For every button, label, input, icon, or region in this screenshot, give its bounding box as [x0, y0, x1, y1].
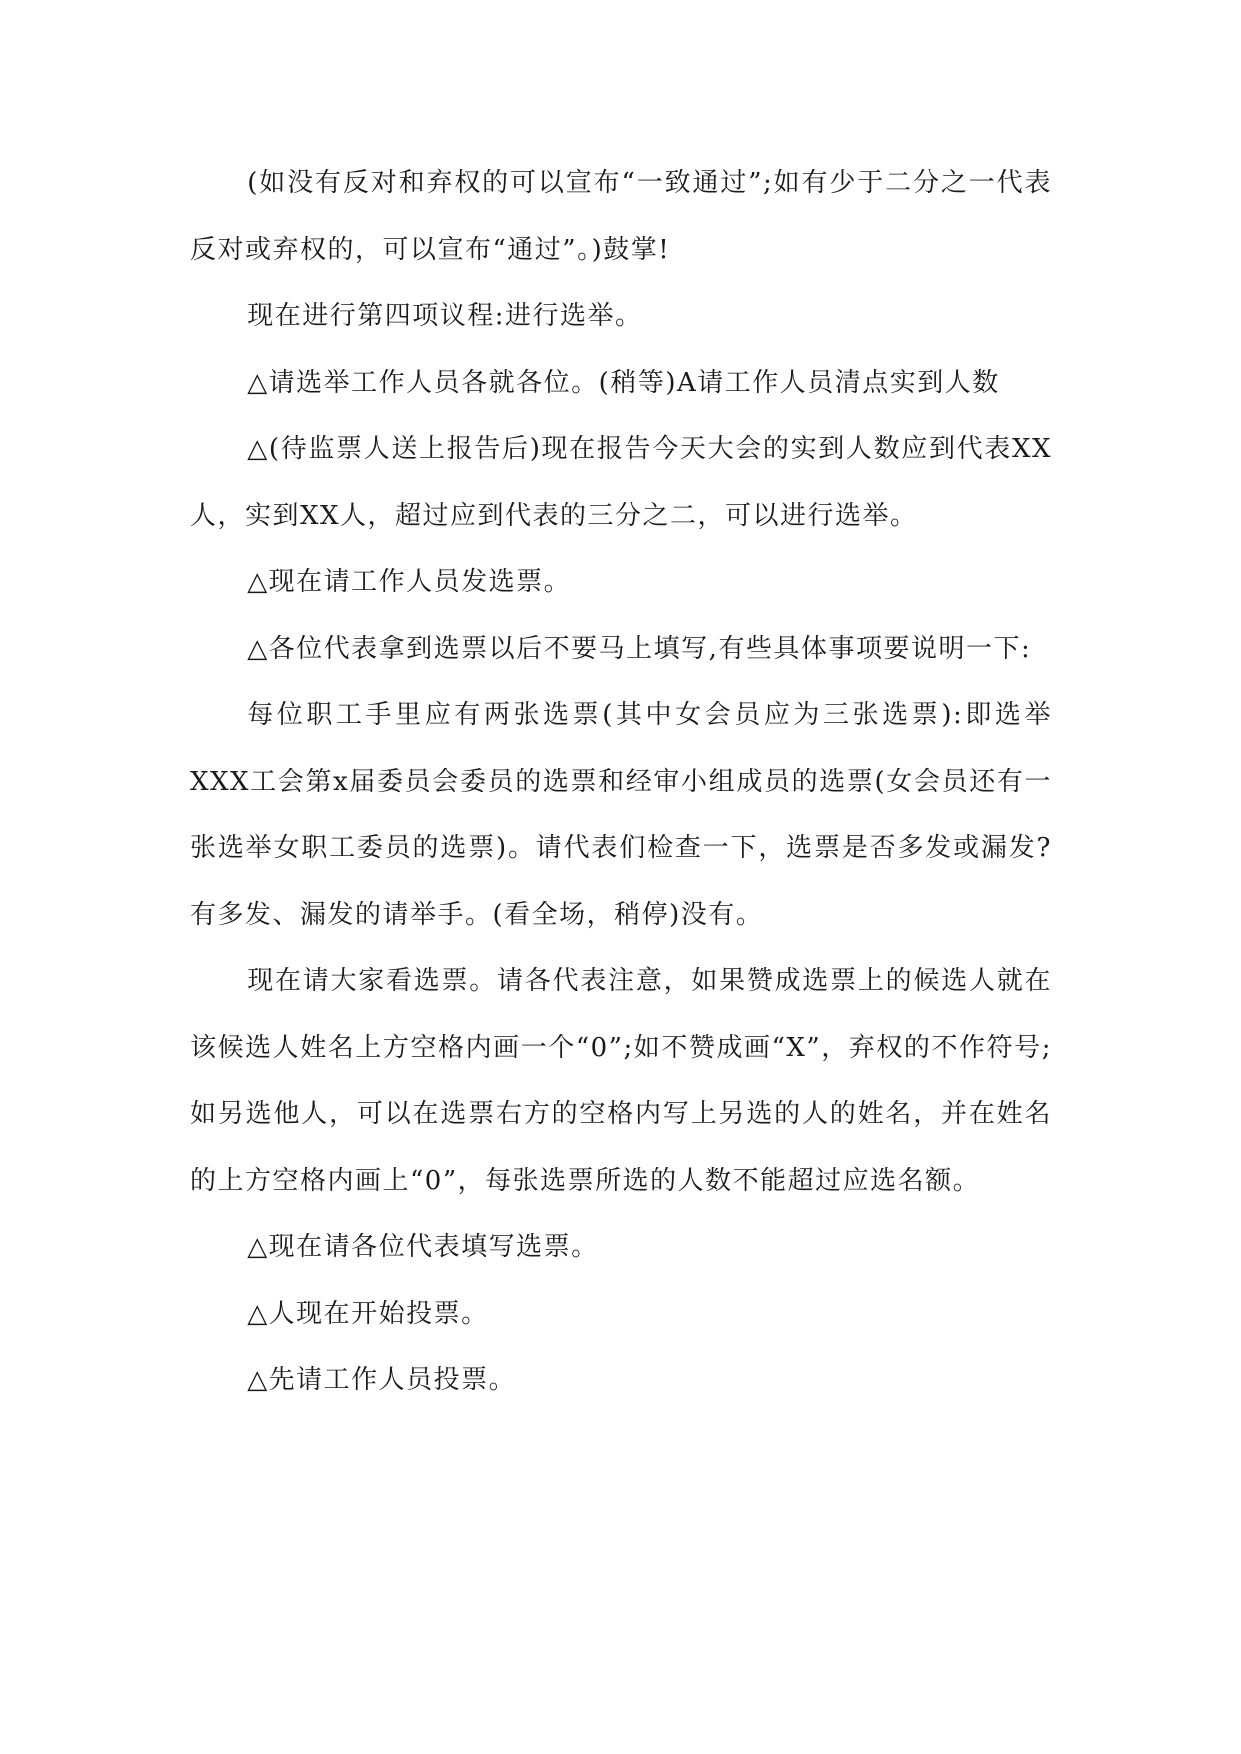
paragraph-10: △人现在开始投票。 — [247, 1298, 489, 1329]
paragraph-5: △现在请工作人员发选票。 — [247, 567, 572, 597]
paragraph-1: (如没有反对和弃权的可以宣布“一致通过”;如有少于二分之一代表反对或弃权的，可以宣布“通过”。)鼓掌! — [190, 168, 1052, 265]
paragraph-11: △先请工作人员投票。 — [247, 1365, 517, 1395]
paragraph-7: 每位职工手里应有两张选票(其中女会员应为三张选票):即选举XXX工会第x届委员会委员的选票和经审小组成员的选票(女会员还有一张选举女职工委员的选票)。请代表们检查一下，选票是否多发或漏发?有多发、漏发的请举手。(看全场，稍停)没有。 — [190, 700, 1052, 930]
paragraph-8: 现在请大家看选票。请各代表注意，如果赞成选票上的候选人就在该候选人姓名上方空格内画一个“0”;如不赞成画“X”，弃权的不作符号;如另选他人，可以在选票右方的空格内写上另选的人的姓名，并在姓名的上方空格内画上“0”，每张选票所选的人数不能超过应选名额。 — [190, 966, 1052, 1196]
paragraph-6: △各位代表拿到选票以后不要马上填写,有些具体事项要说明一下: — [247, 633, 1032, 664]
paragraph-4: △(待监票人送上报告后)现在报告今天大会的实到人数应到代表XX人，实到XX人，超过应到代表的三分之二，可以进行选举。 — [190, 434, 1052, 531]
paragraph-2: 现在进行第四项议程:进行选举。 — [247, 301, 643, 331]
document-body — [190, 150, 1052, 1414]
paragraph-3: △请选举工作人员各就各位。(稍等)A请工作人员清点实到人数 — [247, 367, 1000, 398]
paragraph-9: △现在请各位代表填写选票。 — [247, 1232, 599, 1262]
